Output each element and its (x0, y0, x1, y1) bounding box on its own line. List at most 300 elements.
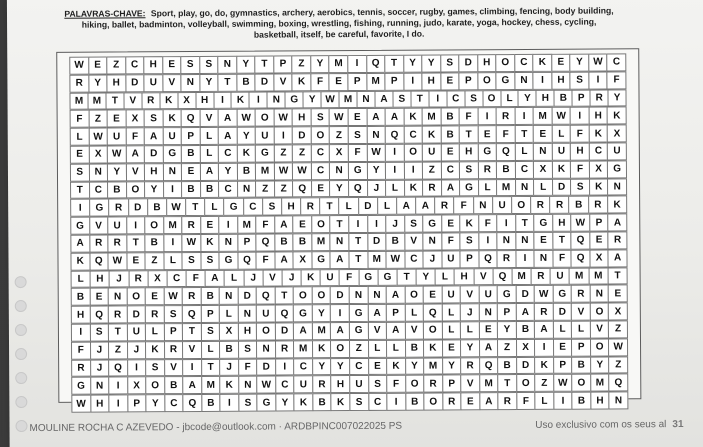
binder-hole (15, 324, 27, 336)
grid-cell: V (404, 322, 424, 340)
grid-cell: V (404, 233, 424, 251)
grid-cell: Y (144, 181, 164, 199)
grid-cell: T (70, 181, 90, 199)
grid-cell: H (71, 306, 91, 324)
grid-cell: U (422, 143, 442, 161)
grid-cell: E (200, 216, 220, 234)
grid-cell: U (607, 142, 627, 160)
grid-cell: U (143, 74, 163, 92)
grid-cell: F (348, 144, 368, 162)
grid-cell: F (441, 232, 461, 250)
grid-cell: B (497, 357, 517, 375)
grid-cell: C (514, 54, 534, 72)
grid-cell: Y (331, 358, 351, 376)
grid-cell: A (182, 376, 202, 394)
grid-cell: T (218, 74, 238, 92)
grid-cell: I (348, 215, 368, 233)
grid-cell: Y (303, 91, 322, 109)
grid-cell: C (311, 144, 331, 162)
grid-cell: T (182, 323, 202, 341)
grid-cell: Y (145, 394, 165, 412)
grid-cell: B (496, 161, 516, 179)
grid-cell: S (570, 178, 590, 196)
grid-cell: I (218, 216, 238, 234)
grid-cell: K (292, 73, 312, 91)
grid-cell: F (496, 125, 516, 143)
grid-cell: I (71, 324, 91, 342)
grid-cell: K (200, 234, 220, 252)
grid-cell: M (311, 233, 331, 251)
binder-hole (15, 420, 27, 432)
grid-cell: Y (236, 56, 256, 74)
grid-cell: J (423, 250, 443, 268)
grid-cell: V (164, 359, 184, 377)
grid-cell: X (607, 125, 627, 143)
grid-cell: D (275, 322, 295, 340)
grid-cell: E (608, 285, 628, 303)
grid-cell: H (459, 143, 479, 161)
grid-cell: S (570, 71, 590, 89)
grid-cell: B (219, 340, 239, 358)
grid-cell: Q (609, 374, 629, 392)
grid-cell: J (127, 341, 147, 359)
grid-cell: F (238, 358, 258, 376)
grid-cell: W (236, 109, 256, 127)
grid-cell: M (479, 374, 499, 392)
grid-cell: Z (108, 341, 128, 359)
grid-cell: B (312, 393, 332, 411)
grid-cell: P (237, 234, 257, 252)
grid-cell: A (125, 145, 145, 163)
grid-cell: U (162, 127, 182, 145)
grid-cell: F (570, 160, 590, 178)
grid-cell: S (464, 90, 483, 108)
grid-cell: W (553, 374, 573, 392)
grid-cell: H (551, 71, 571, 89)
grid-cell: E (553, 338, 573, 356)
grid-cell: H (331, 375, 351, 393)
grid-cell: S (392, 90, 411, 108)
grid-cell: K (237, 145, 257, 163)
grid-cell: S (348, 126, 368, 144)
grid-cell: Q (256, 287, 276, 305)
grid-cell: N (515, 232, 535, 250)
grid-cell: O (495, 54, 515, 72)
grid-cell: E (551, 54, 571, 72)
grid-cell: L (224, 269, 244, 287)
grid-cell: R (164, 341, 184, 359)
grid-cell: N (163, 163, 183, 181)
grid-cell: F (256, 251, 276, 269)
grid-cell: M (201, 376, 221, 394)
grid-cell: M (422, 108, 442, 126)
grid-cell: X (608, 303, 628, 321)
grid-cell: H (536, 89, 555, 107)
grid-cell: V (473, 268, 493, 286)
grid-cell: W (166, 198, 186, 216)
grid-cell: L (500, 90, 519, 108)
grid-cell: E (440, 72, 460, 90)
grid-cell: M (163, 216, 183, 234)
grid-cell: O (423, 393, 443, 411)
grid-cell: J (460, 303, 480, 321)
grid-cell: W (108, 252, 128, 270)
grid-cell: X (589, 160, 609, 178)
grid-cell: K (145, 341, 165, 359)
grid-cell: Z (329, 126, 349, 144)
grid-cell: L (441, 304, 461, 322)
grid-cell: K (70, 252, 90, 270)
grid-cell: F (125, 127, 145, 145)
grid-cell: I (249, 91, 268, 109)
grid-cell: Q (237, 251, 257, 269)
grid-cell: U (294, 376, 314, 394)
grid-cell: I (514, 107, 534, 125)
grid-cell: V (262, 269, 282, 287)
grid-cell: E (479, 321, 499, 339)
grid-cell: X (125, 110, 145, 128)
grid-cell: I (163, 234, 183, 252)
grid-cell: I (182, 359, 202, 377)
grid-cell: Q (571, 249, 591, 267)
grid-cell: I (403, 72, 423, 90)
grid-cell: N (218, 56, 238, 74)
grid-cell: S (182, 252, 202, 270)
page-number: 31 (672, 418, 684, 430)
grid-cell: A (386, 322, 406, 340)
grid-cell: W (69, 57, 89, 75)
grid-cell: W (182, 234, 202, 252)
footer-right-text: Uso exclusivo com os seus al (535, 418, 667, 431)
grid-cell: E (70, 146, 90, 164)
grid-cell: N (497, 232, 517, 250)
grid-cell: C (349, 357, 369, 375)
keywords-text: Sport, play, go, do, gymnastics, archery, aerobics, tennis, soccer, rugby, games, climbing, fencing, body building, hiking, ballet, badminton, volleyball, swimming, boxing, wrestling, fishing, running, judo, karate, yoga, hockey, chess, cycling, basketball, itself, be careful, favorite, I do. (81, 5, 614, 40)
grid-cell: H (570, 143, 590, 161)
grid-cell: K (219, 376, 239, 394)
grid-cell: L (435, 268, 455, 286)
grid-cell: G (348, 162, 368, 180)
grid-cell: Y (366, 162, 386, 180)
grid-cell: D (144, 145, 164, 163)
grid-cell: J (385, 215, 405, 233)
grid-cell: G (311, 251, 331, 269)
grid-cell: G (496, 72, 516, 90)
grid-cell: N (607, 178, 627, 196)
grid-cell: E (423, 286, 443, 304)
grid-cell: M (312, 322, 332, 340)
grid-cell: P (347, 73, 367, 91)
grid-cell: E (311, 180, 331, 198)
grid-cell: F (570, 125, 590, 143)
grid-cell: D (255, 73, 275, 91)
grid-cell: C (293, 358, 313, 376)
grid-cell: R (275, 340, 295, 358)
grid-cell: T (108, 323, 128, 341)
grid-cell: S (70, 163, 90, 181)
grid-cell: C (218, 145, 238, 163)
grid-cell: H (144, 163, 164, 181)
grid-cell: K (459, 214, 479, 232)
grid-cell: Q (108, 359, 128, 377)
grid-cell: I (213, 91, 232, 109)
grid-cell: D (515, 285, 535, 303)
grid-cell: L (199, 127, 219, 145)
grid-cell: D (128, 199, 148, 217)
grid-cell: Y (312, 304, 332, 322)
grid-cell: B (569, 196, 589, 214)
grid-cell: R (145, 305, 165, 323)
grid-cell: B (181, 145, 201, 163)
grid-cell: B (405, 339, 425, 357)
grid-cell: O (572, 374, 592, 392)
grid-cell: N (108, 288, 128, 306)
grid-cell: W (88, 128, 108, 146)
grid-cell: G (477, 143, 497, 161)
grid-cell: U (552, 143, 572, 161)
grid-cell: O (311, 126, 331, 144)
grid-cell: L (71, 270, 91, 288)
grid-cell: T (348, 233, 368, 251)
grid-cell: D (125, 74, 145, 92)
grid-cell: H (238, 323, 258, 341)
grid-cell: Z (274, 180, 294, 198)
grid-cell: A (374, 90, 393, 108)
grid-cell: V (590, 320, 610, 338)
grid-cell: N (219, 287, 239, 305)
grid-cell: H (590, 392, 610, 410)
grid-cell: V (460, 286, 480, 304)
grid-cell: H (106, 74, 126, 92)
grid-cell: V (571, 303, 591, 321)
grid-cell: T (396, 268, 416, 286)
grid-cell: A (274, 251, 294, 269)
grid-cell: R (530, 196, 550, 214)
grid-cell: R (69, 74, 89, 92)
grid-cell: A (396, 197, 416, 215)
grid-cell: U (107, 217, 127, 235)
grid-cell: I (385, 161, 405, 179)
grid-cell: C (441, 161, 461, 179)
grid-cell: B (201, 394, 221, 412)
grid-cell: Y (518, 89, 537, 107)
grid-cell: L (163, 252, 183, 270)
grid-cell: B (571, 356, 591, 374)
grid-cell: T (410, 90, 429, 108)
grid-cell: V (162, 74, 182, 92)
word-search-frame (56, 48, 641, 410)
grid-cell: G (285, 91, 304, 109)
grid-cell: N (238, 305, 258, 323)
grid-cell: X (533, 161, 553, 179)
grid-cell: A (366, 108, 386, 126)
grid-cell: X (516, 339, 536, 357)
grid-cell: N (514, 72, 534, 90)
grid-cell: W (321, 91, 340, 109)
grid-cell: Q (182, 305, 202, 323)
grid-cell: W (329, 108, 349, 126)
grid-cell: Z (274, 144, 294, 162)
grid-cell: K (301, 269, 321, 287)
binder-hole (15, 396, 27, 408)
grid-cell: I (534, 339, 554, 357)
grid-cell: S (349, 393, 369, 411)
grid-cell: A (608, 249, 628, 267)
grid-cell: F (310, 73, 330, 91)
grid-cell: I (386, 393, 406, 411)
grid-cell: K (331, 393, 351, 411)
grid-cell: P (200, 305, 220, 323)
grid-cell: I (588, 71, 608, 89)
grid-cell: P (273, 55, 293, 73)
grid-cell: B (274, 233, 294, 251)
grid-cell: J (219, 358, 239, 376)
grid-cell: C (368, 393, 388, 411)
grid-cell: I (347, 55, 367, 73)
grid-cell: J (243, 269, 263, 287)
grid-cell: B (440, 126, 460, 144)
grid-cell: E (293, 215, 313, 233)
grid-cell: P (127, 394, 147, 412)
grid-cell: G (255, 144, 275, 162)
grid-cell: B (385, 233, 405, 251)
grid-cell: B (71, 288, 91, 306)
grid-cell: N (90, 377, 110, 395)
grid-cell: U (349, 375, 369, 393)
grid-cell: F (607, 71, 627, 89)
grid-cell: C (218, 180, 238, 198)
grid-cell: S (459, 161, 479, 179)
grid-cell: L (553, 321, 573, 339)
grid-cell: G (162, 145, 182, 163)
grid-cell: Q (492, 268, 512, 286)
grid-cell: S (89, 323, 109, 341)
grid-cell: B (554, 89, 573, 107)
grid-cell: I (385, 144, 405, 162)
grid-cell: Y (416, 268, 436, 286)
grid-cell: C (404, 250, 424, 268)
grid-cell: G (224, 198, 244, 216)
grid-cell: R (608, 231, 628, 249)
grid-cell: S (238, 394, 258, 412)
grid-cell: C (589, 142, 609, 160)
grid-cell: U (550, 267, 570, 285)
grid-cell: G (219, 251, 239, 269)
grid-cell: C (125, 56, 145, 74)
grid-cell: A (534, 321, 554, 339)
grid-cell: P (571, 338, 591, 356)
grid-cell: P (589, 214, 609, 232)
grid-cell: O (477, 72, 497, 90)
grid-cell: J (90, 341, 110, 359)
grid-cell: Q (89, 306, 109, 324)
grid-cell: X (127, 377, 147, 395)
grid-cell: X (293, 251, 313, 269)
grid-cell: I (127, 359, 147, 377)
grid-cell: I (496, 214, 516, 232)
binder-hole (15, 372, 27, 384)
grid-cell: R (590, 89, 609, 107)
grid-cell: X (589, 249, 609, 267)
grid-cell: Q (89, 252, 109, 270)
grid-cell: E (89, 288, 109, 306)
grid-cell: C (446, 90, 465, 108)
grid-cell: Y (312, 358, 332, 376)
grid-cell: G (534, 214, 554, 232)
grid-cell: R (423, 375, 443, 393)
grid-cell: N (219, 234, 239, 252)
grid-cell: N (515, 179, 535, 197)
grid-cell: V (89, 217, 109, 235)
grid-cell: E (440, 143, 460, 161)
grid-cell: G (349, 322, 369, 340)
grid-cell: D (516, 356, 536, 374)
grid-cell: R (128, 270, 148, 288)
grid-cell: R (89, 234, 109, 252)
grid-cell: T (515, 214, 535, 232)
grid-cell: P (553, 356, 573, 374)
grid-cell: G (71, 377, 91, 395)
grid-cell: G (422, 215, 442, 233)
grid-cell: K (404, 179, 424, 197)
grid-cell: N (533, 143, 553, 161)
grid-cell: R (422, 179, 442, 197)
grid-cell: U (478, 286, 498, 304)
grid-cell: V (460, 375, 480, 393)
grid-cell: N (329, 162, 349, 180)
grid-cell: Y (275, 394, 295, 412)
grid-cell: N (349, 286, 369, 304)
grid-cell: I (163, 181, 183, 199)
grid-cell: O (403, 144, 423, 162)
grid-cell: L (515, 143, 535, 161)
grid-cell: N (256, 340, 276, 358)
grid-cell: S (144, 110, 164, 128)
grid-cell: H (143, 56, 163, 74)
grid-cell: X (177, 92, 196, 110)
grid-cell: K (533, 54, 553, 72)
grid-cell: W (163, 287, 183, 305)
grid-cell: K (423, 339, 443, 357)
grid-cell: R (181, 216, 201, 234)
keywords-label: PALAVRAS-CHAVE: (64, 8, 146, 19)
grid-cell: Y (403, 55, 423, 73)
grid-cell: E (368, 357, 388, 375)
grid-cell: W (608, 338, 628, 356)
grid-cell: N (473, 197, 493, 215)
grid-cell: D (458, 54, 478, 72)
grid-cell: R (496, 107, 516, 125)
grid-cell: R (534, 303, 554, 321)
grid-cell: P (459, 72, 479, 90)
grid-cell: Z (609, 356, 629, 374)
grid-cell: M (339, 91, 358, 109)
grid-cell: D (358, 197, 378, 215)
grid-cell: M (69, 92, 88, 110)
grid-cell: O (404, 286, 424, 304)
grid-cell: E (460, 392, 480, 410)
grid-cell: Z (292, 144, 312, 162)
grid-cell: I (428, 90, 447, 108)
grid-cell: F (256, 216, 276, 234)
grid-cell: Y (608, 89, 627, 107)
grid-cell: A (415, 197, 435, 215)
grid-cell: F (70, 110, 90, 128)
grid-cell: G (497, 285, 517, 303)
grid-cell: F (71, 341, 91, 359)
footer-right (535, 419, 683, 431)
grid-cell: M (293, 340, 313, 358)
